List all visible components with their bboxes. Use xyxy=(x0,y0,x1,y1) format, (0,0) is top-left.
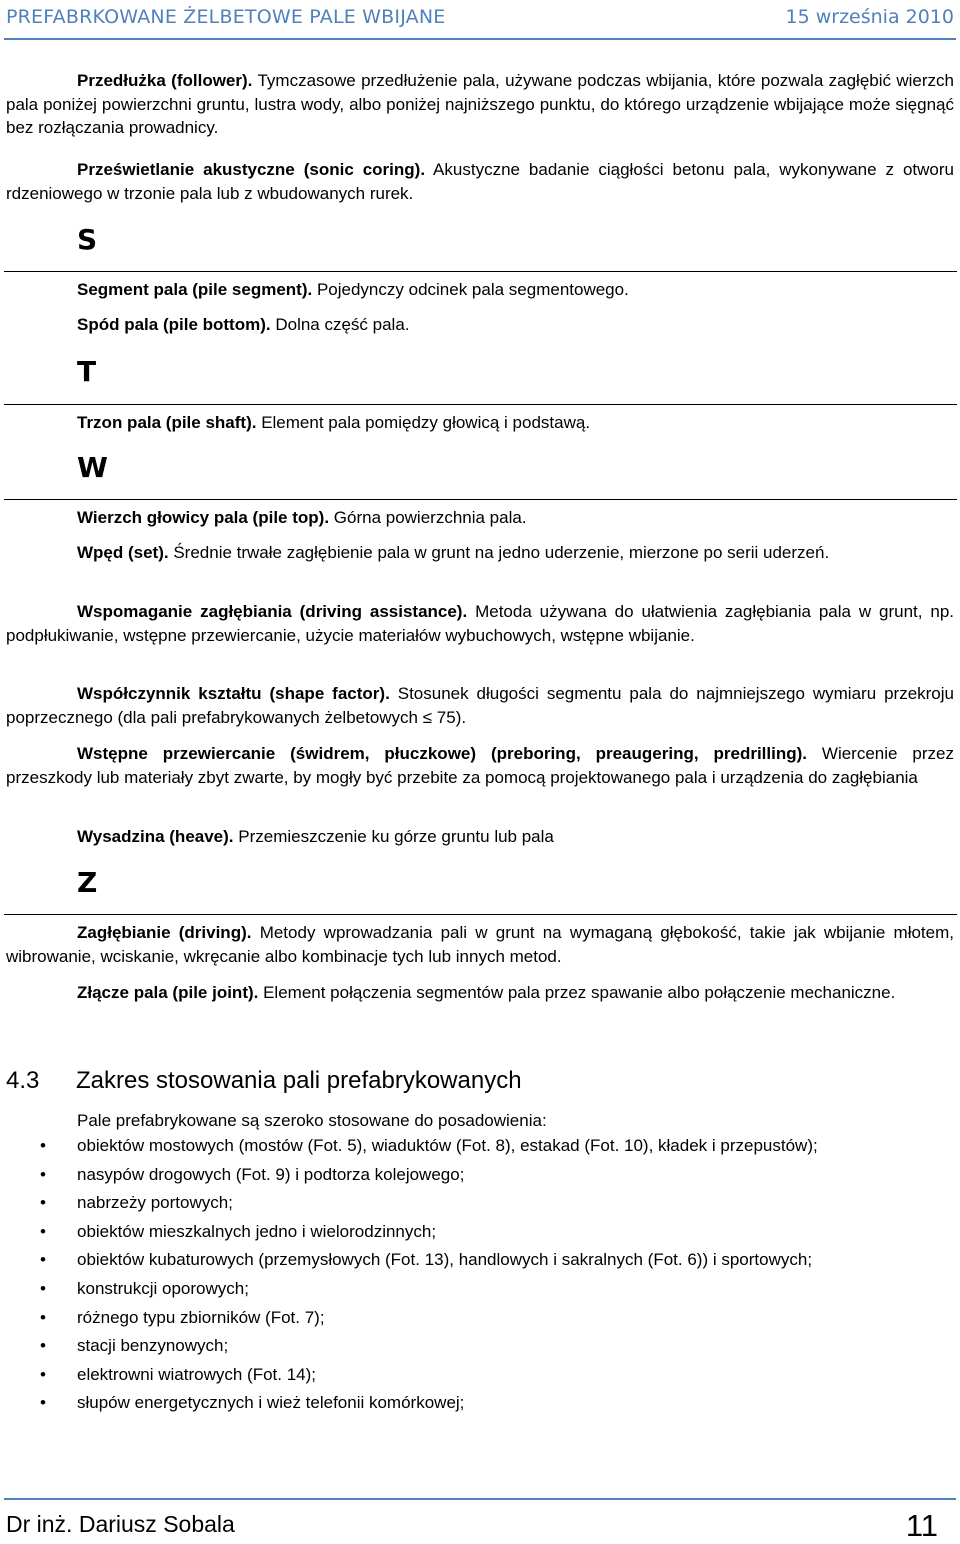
footer-rule xyxy=(4,1498,956,1500)
definition-driving-assistance xyxy=(6,600,954,647)
letter-heading-s: S xyxy=(77,223,98,256)
section-number: 4.3 xyxy=(6,1067,40,1094)
definition-set xyxy=(6,541,954,565)
definition-shape-factor xyxy=(6,682,954,729)
bullet-icon: • xyxy=(40,1364,46,1384)
list-item: • różnego typu zbiorników (Fot. 7); xyxy=(40,1307,325,1327)
bullet-icon: • xyxy=(40,1393,46,1413)
definition-text: Element pala pomiędzy głowicą i podstawą. xyxy=(256,413,591,432)
definition-text: Tymczasowe przedłużenie pala, używane podczas wbijania, które pozwala zagłębić wierzch pala poniżej powierzchni gruntu, lustra wody, albo poniżej najniższego punktu, do którego urządzenie wbijające może sięgnąć bez rozłączania prowadnicy. xyxy=(6,71,954,137)
footer-author: Dr inż. Dariusz Sobala xyxy=(6,1511,235,1537)
letter-heading-z: Z xyxy=(77,866,98,899)
bullet-icon: • xyxy=(40,1336,46,1356)
header-date: 15 września 2010 xyxy=(785,6,954,28)
definition-driving xyxy=(6,921,954,968)
definition-text: Średnie trwałe zagłębienie pala w grunt na jedno uderzenie, mierzone po serii uderzeń. xyxy=(168,543,830,562)
definition-pile-joint xyxy=(6,981,954,1005)
definition-term: Trzon pala (pile shaft). xyxy=(77,413,257,432)
definition-term: Przedłużka (follower). xyxy=(77,71,253,90)
definition-pile-shaft xyxy=(77,411,954,435)
list-item: • nasypów drogowych (Fot. 9) i podtorza kolejowego; xyxy=(40,1164,465,1184)
definition-text: Metody wprowadzania pali w grunt na wymaganą głębokość, takie jak wbijanie młotem, wibrowanie, wciskanie, wkręcanie albo kombinacje tych lub innych metod. xyxy=(6,923,954,966)
letter-heading-w: W xyxy=(77,451,108,484)
page-header xyxy=(0,0,960,40)
letter-heading-t: T xyxy=(77,355,97,388)
definition-text: Stosunek długości segmentu pala do najmniejszego wymiaru przekroju poprzecznego (dla pali prefabrykowanych żelbetowych ≤ 75). xyxy=(6,684,954,727)
bullet-icon: • xyxy=(40,1250,46,1270)
list-item: • obiektów mostowych (mostów (Fot. 5), wiaduktów (Fot. 8), estakad (Fot. 10), kładek i przepustów); xyxy=(40,1136,818,1155)
definition-term: Segment pala (pile segment). xyxy=(77,280,313,299)
bullet-icon: • xyxy=(40,1307,46,1327)
definition-preboring xyxy=(6,742,954,789)
definition-text: Metoda używana do ułatwienia zagłębiania pala w grunt, np. podpłukiwanie, wstępne przewiercanie, użycie materiałów wybuchowych, wstępne wbijanie. xyxy=(6,602,954,645)
definition-heave xyxy=(77,825,954,849)
definition-term: Złącze pala (pile joint). xyxy=(77,983,259,1002)
definition-text: Element połączenia segmentów pala przez spawanie albo połączenie mechaniczne. xyxy=(258,983,896,1002)
bullet-icon: • xyxy=(40,1221,46,1241)
definition-pile-segment xyxy=(77,278,954,302)
definition-text: Przemieszczenie ku górze gruntu lub pala xyxy=(233,827,554,846)
bullet-icon: • xyxy=(40,1136,46,1155)
definition-text: Górna powierzchnia pala. xyxy=(329,508,527,527)
definition-term: Prześwietlanie akustyczne (sonic coring). xyxy=(77,160,426,179)
definition-text: Akustyczne badanie ciągłości betonu pala, wykonywane z otworu rdzeniowego w trzonie pala lub z wbudowanych rurek. xyxy=(6,160,954,203)
list-item: • obiektów mieszkalnych jedno i wielorodzinnych; xyxy=(40,1221,437,1241)
definition-term: Zagłębianie (driving). xyxy=(77,923,252,942)
applications-list xyxy=(0,1134,954,1420)
definition-term: Wpęd (set). xyxy=(77,543,169,562)
list-item: • słupów energetycznych i wież telefonii komórkowej; xyxy=(40,1393,465,1413)
definition-term: Wierzch głowicy pala (pile top). xyxy=(77,508,330,527)
definition-term: Wstępne przewiercanie (świdrem, płuczkowe) (preboring, preaugering, predrilling). xyxy=(77,744,807,763)
definition-pile-bottom xyxy=(77,313,954,337)
definition-text: Dolna część pala. xyxy=(270,315,410,334)
list-item: • nabrzeży portowych; xyxy=(40,1193,233,1213)
bullet-icon: • xyxy=(40,1278,46,1298)
list-item: • elektrowni wiatrowych (Fot. 14); xyxy=(40,1364,317,1384)
header-title: PREFABRKOWANE ŻELBETOWE PALE WBIJANE xyxy=(6,6,446,28)
bullet-icon: • xyxy=(40,1164,46,1184)
page-number: 11 xyxy=(905,1508,938,1543)
list-item: • stacji benzynowych; xyxy=(40,1336,229,1356)
letter-rule-z xyxy=(4,914,957,915)
definition-sonic-coring xyxy=(6,158,954,205)
definition-term: Wysadzina (heave). xyxy=(77,827,234,846)
definition-pile-top xyxy=(77,506,954,530)
definition-follower xyxy=(6,69,954,140)
section-title: Zakres stosowania pali prefabrykowanych xyxy=(76,1067,522,1094)
definition-text: Wiercenie przez przeszkody lub materiały zbyt zwarte, by mogły być przebite za pomocą projektowanego pala i urządzenia do zagłębiania xyxy=(6,744,954,787)
section-intro: Pale prefabrykowane są szeroko stosowane do posadowienia: xyxy=(77,1111,547,1130)
definition-term: Wspomaganie zagłębiania (driving assistance). xyxy=(77,602,468,621)
letter-rule-w xyxy=(4,499,957,500)
bullet-icon: • xyxy=(40,1193,46,1213)
section-heading xyxy=(6,1066,522,1096)
definition-term: Współczynnik kształtu (shape factor). xyxy=(77,684,390,703)
definition-text: Pojedynczy odcinek pala segmentowego. xyxy=(312,280,629,299)
list-item: • obiektów kubaturowych (przemysłowych (Fot. 13), handlowych i sakralnych (Fot. 6)) i sportowych; xyxy=(40,1250,813,1270)
header-rule xyxy=(4,38,956,40)
letter-rule-s xyxy=(4,271,957,272)
definition-term: Spód pala (pile bottom). xyxy=(77,315,271,334)
list-item: • konstrukcji oporowych; xyxy=(40,1278,249,1298)
letter-rule-t xyxy=(4,404,957,405)
